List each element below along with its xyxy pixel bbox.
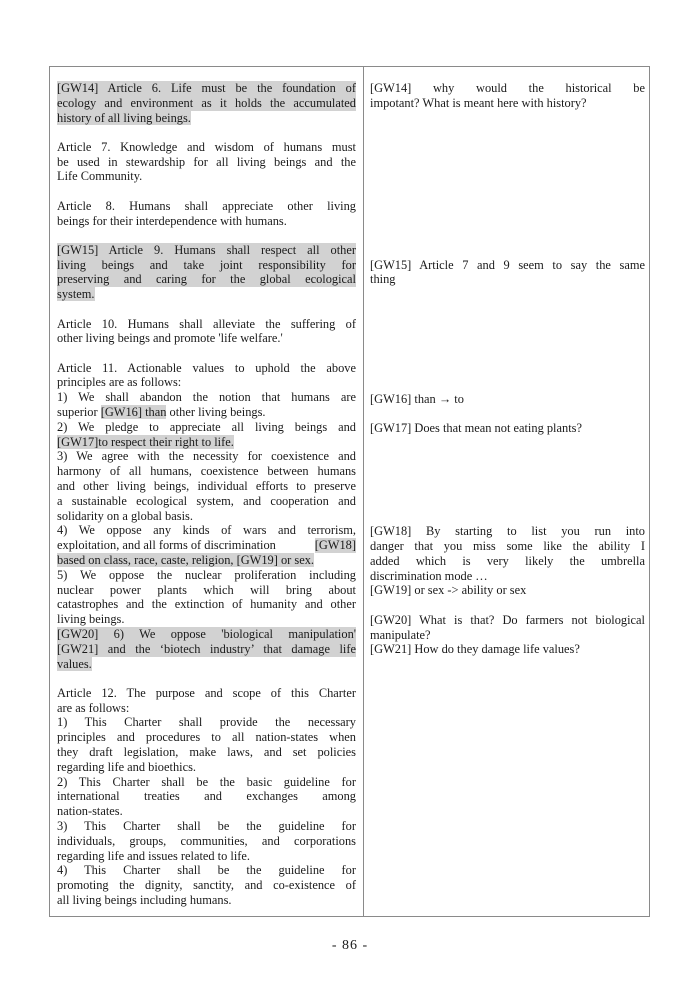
text-line: ecology and environment as it holds the accumulated — [57, 95, 356, 110]
text-line: a sustainable ecological system, and cooperation and — [57, 493, 356, 508]
column-divider — [363, 67, 364, 916]
text-line: manipulate? — [370, 627, 431, 642]
text-line: [GW18] By starting to list you run into — [370, 524, 645, 539]
article-12 — [57, 686, 356, 908]
text-line: Article 12. The purpose and scope of this Charter — [57, 685, 356, 700]
text-line: be used in stewardship for all living beings and the — [57, 154, 356, 169]
text-line: Article 11. Actionable values to uphold the above — [57, 360, 356, 375]
text-line: Article 7. Knowledge and wisdom of humans must — [57, 139, 356, 154]
text-line: other living beings and promote 'life welfare.' — [57, 331, 283, 346]
charter-text-column — [57, 81, 356, 908]
text-line — [57, 111, 356, 126]
highlighted-text: history of all living beings. — [57, 110, 191, 125]
text-line: danger that you miss some like the ability I — [370, 539, 645, 554]
text-line: are as follows: — [57, 700, 130, 715]
comment-gw21: [GW21] How do they damage life values? — [370, 642, 580, 657]
text-line: international treaties and exchanges among — [57, 789, 356, 804]
text-line: 2) We pledge to appreciate all living beings and — [57, 419, 356, 434]
comment-gw17-anchor: [GW17]to respect their right to life. — [57, 434, 234, 449]
text-line: discrimination mode … — [370, 568, 488, 583]
comment-gw16-anchor: [GW16] than — [100, 405, 167, 420]
comment-gw14 — [370, 81, 645, 111]
text-line: 3) This Charter shall be the guideline for — [57, 819, 356, 834]
text-line — [57, 287, 356, 302]
text-line: regarding life and bioethics. — [57, 759, 197, 774]
highlighted-text: system. — [57, 287, 95, 302]
comment-gw15 — [370, 258, 645, 288]
text-line — [57, 435, 356, 450]
text-line: 1) This Charter shall provide the necessary — [57, 715, 356, 730]
text-line — [57, 405, 356, 420]
text-line: [GW21] and the ‘biotech industry’ that damage life — [57, 641, 356, 656]
text-line: 4) We oppose any kinds of wars and terrorism, — [57, 523, 356, 538]
text-line: regarding life and issues related to life. — [57, 848, 251, 863]
text-span: superior — [57, 405, 101, 420]
text-line: individuals, groups, communities, and corporations — [57, 833, 356, 848]
text-line: solidarity on a global basis. — [57, 508, 193, 523]
text-line — [57, 657, 356, 672]
page-number: - 86 - — [331, 938, 369, 953]
article-7 — [57, 140, 356, 184]
text-line: nation-states. — [57, 804, 123, 819]
text-line: Article 10. Humans shall alleviate the suffering of — [57, 316, 356, 331]
text-line: principles are as follows: — [57, 375, 182, 390]
article-11 — [57, 361, 356, 672]
text-line: [GW14] why would the historical be — [370, 81, 645, 95]
text-line: nuclear power plants which will bring about — [57, 582, 356, 597]
article-8 — [57, 199, 356, 229]
text-line: living beings. — [57, 612, 125, 627]
comment-gw16: [GW16] than → to — [370, 392, 464, 407]
text-line: promoting the dignity, sanctity, and co-existence of — [57, 878, 356, 893]
text-line: catastrophes and the extinction of humanity and other — [57, 597, 356, 612]
highlighted-text: based on class, race, caste, religion, [GW19] or sex. — [57, 553, 315, 568]
text-line: thing — [370, 272, 396, 287]
text-line: and other living beings, individual efforts to preserve — [57, 479, 356, 494]
review-comments-column — [370, 81, 645, 657]
text-line: Article 8. Humans shall appreciate other living — [57, 198, 356, 213]
two-column-table — [49, 66, 650, 917]
text-line — [57, 553, 356, 568]
article-6 — [57, 81, 356, 125]
text-line: [GW15] Article 7 and 9 seem to say the same — [370, 257, 645, 272]
comment-gw19: [GW19] or sex -> ability or sex — [370, 583, 527, 598]
article-9 — [57, 243, 356, 302]
text-line: [GW20] 6) We oppose 'biological manipulation' — [57, 627, 356, 641]
comment-gw20 — [370, 613, 645, 643]
text-line: 4) This Charter shall be the guideline for — [57, 863, 356, 878]
comment-gw18-anchor: [GW18] — [314, 538, 356, 553]
text-line: [GW14] Article 6. Life must be the foundation of — [57, 81, 356, 95]
text-line: 1) We shall abandon the notion that humans are — [57, 390, 356, 405]
text-line: Life Community. — [57, 169, 143, 184]
text-line: impotant? What is meant here with history? — [370, 95, 587, 110]
highlighted-text: values. — [57, 656, 92, 671]
text-line: they draft legislation, make laws, and set policies — [57, 745, 356, 760]
text-line: 5) We oppose the nuclear proliferation including — [57, 567, 356, 582]
text-line: living beings and take joint responsibility for — [57, 257, 356, 272]
text-line — [57, 538, 356, 553]
text-line: [GW15] Article 9. Humans shall respect all other — [57, 242, 356, 257]
comment-gw17: [GW17] Does that mean not eating plants? — [370, 421, 582, 436]
text-line: added which is very likely the umbrella — [370, 553, 645, 568]
text-line: all living beings including humans. — [57, 893, 232, 908]
text-line: preserving and caring for the global ecological — [57, 272, 356, 287]
article-10 — [57, 317, 356, 347]
text-line: principles and procedures to all nation-states when — [57, 730, 356, 745]
text-line: 3) We agree with the necessity for coexistence and — [57, 449, 356, 464]
text-line: beings for their interdependence with humans. — [57, 213, 287, 228]
text-line: harmony of all humans, coexistence between humans — [57, 464, 356, 479]
text-span: other living beings. — [166, 405, 266, 420]
comment-gw18 — [370, 524, 645, 583]
text-line: [GW20] What is that? Do farmers not biological — [370, 612, 645, 627]
text-span: exploitation, and all forms of discrimination — [57, 538, 276, 553]
text-line: 2) This Charter shall be the basic guideline for — [57, 774, 356, 789]
